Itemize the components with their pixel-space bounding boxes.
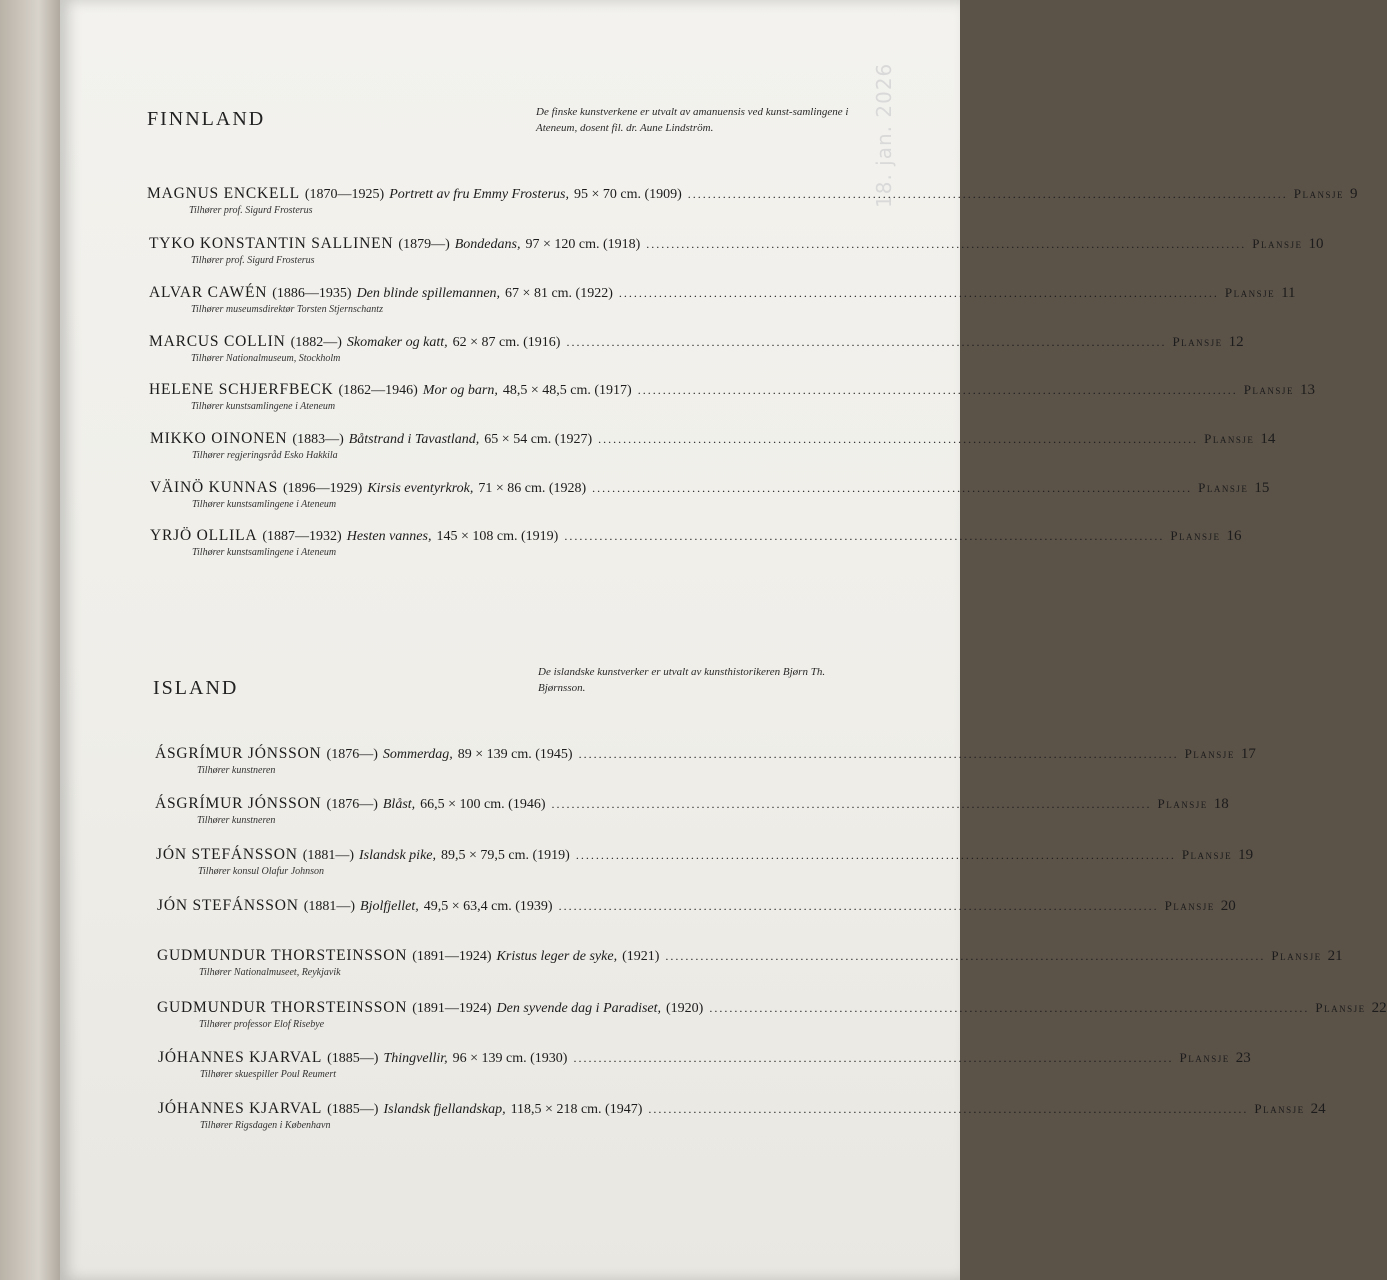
work-title: Bjolfjellet,	[360, 899, 419, 914]
work-title: Kristus leger de syke,	[496, 949, 618, 964]
owner-note: Tilhører Nationalmuseet, Reykjavik	[199, 967, 341, 978]
artist-dates: (1886—1935)	[272, 286, 352, 301]
work-dimensions: 97 × 120 cm. (1918)	[525, 237, 641, 252]
plate-label: Plansje	[1172, 334, 1223, 349]
work-dimensions: 96 × 139 cm. (1930)	[452, 1051, 568, 1066]
plate-number: 17	[1240, 746, 1256, 762]
catalog-entry	[157, 897, 1236, 915]
plate-number: 22	[1371, 1000, 1387, 1016]
leader-dots: ........................................................................................................................	[558, 899, 1159, 913]
work-dimensions: 118,5 × 218 cm. (1947)	[510, 1102, 643, 1117]
owner-note: Tilhører professor Elof Risebye	[199, 1019, 325, 1030]
plate-number: 10	[1308, 236, 1324, 252]
work-title: Kirsis eventyrkrok,	[367, 481, 474, 496]
plate-number: 11	[1281, 285, 1296, 301]
catalog-entry	[155, 795, 1229, 826]
artist-name: JÓHANNES KJARVAL	[158, 1100, 323, 1117]
artist-dates: (1883—)	[292, 432, 344, 447]
leader-dots: ........................................................................................................................	[575, 848, 1176, 862]
owner-note: Tilhører Rigsdagen i København	[200, 1120, 331, 1131]
leader-dots: ........................................................................................................................	[618, 286, 1219, 300]
owner-note: Tilhører Nationalmuseum, Stockholm	[191, 353, 341, 364]
catalog-entry	[157, 947, 1343, 978]
owner-note: Tilhører museumsdirektør Torsten Stjernschantz	[191, 304, 383, 315]
catalog-entry	[149, 381, 1315, 412]
leader-dots: ........................................................................................................................	[687, 187, 1288, 201]
artist-dates: (1881—)	[302, 848, 355, 863]
catalog-entry	[157, 999, 1387, 1030]
work-dimensions: 66,5 × 100 cm. (1946)	[420, 797, 546, 812]
plate-label: Plansje	[1293, 186, 1345, 201]
plate-number: 19	[1238, 847, 1254, 863]
plate-label: Plansje	[1198, 480, 1249, 495]
work-title: Den syvende dag i Paradiset,	[496, 1001, 662, 1016]
plate-label: Plansje	[1170, 528, 1221, 543]
plate-label: Plansje	[1252, 236, 1303, 251]
artist-name: ÁSGRÍMUR JÓNSSON	[155, 795, 322, 812]
artist-dates: (1885—)	[327, 1051, 379, 1066]
leader-dots: ........................................................................................................................	[573, 1051, 1174, 1065]
work-title: Båtstrand i Tavastland,	[348, 432, 480, 447]
work-title: Bondedans,	[454, 237, 521, 252]
artist-dates: (1881—)	[303, 899, 356, 914]
catalog-entry	[150, 479, 1270, 510]
entry-line	[149, 381, 1315, 399]
plate-number: 15	[1254, 480, 1270, 496]
plate-label: Plansje	[1157, 796, 1208, 811]
plate-number: 16	[1226, 528, 1242, 544]
plate-label: Plansje	[1224, 285, 1276, 300]
artist-dates: (1896—1929)	[283, 481, 363, 496]
leader-dots: ........................................................................................................................	[648, 1102, 1249, 1116]
artist-dates: (1876—)	[326, 797, 378, 812]
artist-name: GUDMUNDUR THORSTEINSSON	[157, 999, 408, 1016]
work-title: Islandsk pike,	[359, 848, 436, 863]
plate-number: 13	[1299, 382, 1315, 398]
catalog-entry	[158, 1100, 1326, 1131]
work-dimensions: 65 × 54 cm. (1927)	[484, 432, 593, 447]
entry-line	[149, 235, 1324, 253]
artist-dates: (1885—)	[327, 1102, 379, 1117]
work-dimensions: (1920)	[666, 1001, 704, 1016]
artist-name: TYKO KONSTANTIN SALLINEN	[149, 235, 394, 252]
plate-number: 23	[1235, 1050, 1251, 1066]
plate-label: Plansje	[1164, 898, 1215, 913]
work-dimensions: 95 × 70 cm. (1909)	[573, 187, 682, 202]
artist-dates: (1882—)	[290, 335, 342, 350]
artist-name: JÓN STEFÁNSSON	[157, 897, 299, 914]
section-note-finnland: De finske kunstverkene er utvalt av amanuensis ved kunst-samlingene i Ateneum, dosent fil. dr. Aune Lindström.	[536, 106, 849, 134]
leader-dots: ........................................................................................................................	[637, 383, 1238, 397]
plate-label: Plansje	[1315, 1000, 1366, 1015]
entry-line	[150, 430, 1276, 448]
entry-line	[157, 897, 1236, 915]
plate-label: Plansje	[1254, 1101, 1305, 1116]
plate-label: Plansje	[1243, 382, 1294, 397]
owner-note: Tilhører kunstsamlingene i Ateneum	[191, 401, 336, 412]
artist-name: HELENE SCHJERFBECK	[149, 381, 334, 398]
plate-label: Plansje	[1179, 1050, 1230, 1065]
artist-name: ÁSGRÍMUR JÓNSSON	[155, 745, 322, 762]
owner-note: Tilhører kunstneren	[197, 815, 276, 826]
artist-name: YRJÖ OLLILA	[150, 527, 258, 544]
work-title: Blåst,	[382, 797, 416, 812]
work-title: Portrett av fru Emmy Frosterus,	[389, 187, 569, 202]
artist-dates: (1862—1946)	[338, 383, 418, 398]
leader-dots: ........................................................................................................................	[578, 747, 1179, 761]
work-dimensions: 71 × 86 cm. (1928)	[478, 481, 587, 496]
owner-note: Tilhører kunstsamlingene i Ateneum	[192, 547, 337, 558]
entry-line	[147, 185, 1358, 203]
entry-line	[155, 795, 1229, 813]
section-note-island: De islandske kunstverker er utvalt av kunsthistorikeren Bjørn Th. Bjørnsson.	[538, 666, 826, 694]
work-dimensions: 49,5 × 63,4 cm. (1939)	[423, 899, 553, 914]
owner-note: Tilhører kunstneren	[197, 765, 276, 776]
catalog-entry	[149, 284, 1296, 315]
entry-line	[149, 284, 1296, 302]
catalog-entry	[150, 527, 1242, 558]
entry-line	[158, 1100, 1326, 1118]
work-dimensions: 145 × 108 cm. (1919)	[436, 529, 559, 544]
owner-note: Tilhører regjeringsråd Esko Hakkila	[192, 450, 338, 461]
work-dimensions: 48,5 × 48,5 cm. (1917)	[502, 383, 632, 398]
entry-line	[157, 999, 1387, 1017]
plate-label: Plansje	[1181, 847, 1233, 862]
entry-line	[156, 846, 1254, 864]
catalog-entry	[156, 846, 1254, 877]
work-title: Thingvellir,	[383, 1051, 448, 1066]
plate-label: Plansje	[1184, 746, 1235, 761]
entry-line	[150, 527, 1242, 545]
leader-dots: ........................................................................................................................	[592, 481, 1193, 495]
plate-number: 24	[1310, 1101, 1326, 1117]
leader-dots: ........................................................................................................................	[564, 529, 1165, 543]
date-stamp: 18. jan. 2026	[872, 62, 896, 208]
entry-line	[149, 333, 1244, 351]
entry-line	[157, 947, 1343, 965]
catalog-entry	[155, 745, 1256, 776]
artist-dates: (1891—1924)	[412, 949, 492, 964]
plate-label: Plansje	[1271, 948, 1322, 963]
artist-dates: (1876—)	[326, 747, 378, 762]
leader-dots: ........................................................................................................................	[566, 335, 1167, 349]
artist-name: MARCUS COLLIN	[149, 333, 286, 350]
artist-dates: (1879—)	[398, 237, 450, 252]
entry-line	[150, 479, 1270, 497]
artist-name: MIKKO OINONEN	[150, 430, 288, 447]
entry-line	[155, 745, 1256, 763]
artist-name: ALVAR CAWÉN	[149, 284, 268, 301]
section-title-finnland: FINNLAND	[147, 108, 266, 130]
section-title-island: ISLAND	[153, 677, 239, 699]
owner-note: Tilhører prof. Sigurd Frosterus	[191, 255, 315, 266]
artist-dates: (1891—1924)	[412, 1001, 492, 1016]
plate-number: 20	[1220, 898, 1236, 914]
leader-dots: ........................................................................................................................	[551, 797, 1152, 811]
owner-note: Tilhører kunstsamlingene i Ateneum	[192, 499, 337, 510]
catalog-entry	[149, 235, 1324, 266]
catalog-entry	[158, 1049, 1251, 1080]
artist-name: JÓHANNES KJARVAL	[158, 1049, 323, 1066]
plate-number: 12	[1228, 334, 1244, 350]
work-dimensions: 67 × 81 cm. (1922)	[505, 286, 613, 301]
artist-name: VÄINÖ KUNNAS	[150, 479, 278, 496]
artist-dates: (1887—1932)	[262, 529, 342, 544]
artist-dates: (1870—1925)	[304, 187, 385, 202]
plate-number: 14	[1260, 431, 1276, 447]
plate-number: 18	[1213, 796, 1229, 812]
plate-label: Plansje	[1204, 431, 1255, 446]
artist-name: GUDMUNDUR THORSTEINSSON	[157, 947, 408, 964]
work-dimensions: 89 × 139 cm. (1945)	[457, 747, 573, 762]
catalog-entry	[149, 333, 1244, 364]
work-dimensions: 89,5 × 79,5 cm. (1919)	[441, 848, 570, 863]
owner-note: Tilhører skuespiller Poul Reumert	[200, 1069, 337, 1080]
work-title: Skomaker og katt,	[346, 335, 448, 350]
work-title: Islandsk fjellandskap,	[383, 1102, 506, 1117]
catalog-entry	[147, 185, 1358, 216]
entry-line	[158, 1049, 1251, 1067]
artist-name: JÓN STEFÁNSSON	[156, 846, 298, 863]
leader-dots: ........................................................................................................................	[665, 949, 1266, 963]
leader-dots: ........................................................................................................................	[709, 1001, 1310, 1015]
catalog-entry	[150, 430, 1276, 461]
artist-name: MAGNUS ENCKELL	[147, 185, 300, 202]
owner-note: Tilhører prof. Sigurd Frosterus	[189, 205, 313, 216]
work-title: Sommerdag,	[382, 747, 453, 762]
work-title: Hesten vannes,	[346, 529, 432, 544]
work-dimensions: 62 × 87 cm. (1916)	[452, 335, 561, 350]
owner-note: Tilhører konsul Olafur Johnson	[198, 866, 325, 877]
leader-dots: ........................................................................................................................	[598, 432, 1199, 446]
work-dimensions: (1921)	[622, 949, 660, 964]
work-title: Mor og barn,	[422, 383, 498, 398]
plate-number: 9	[1350, 186, 1358, 202]
plate-number: 21	[1327, 948, 1343, 964]
leader-dots: ........................................................................................................................	[646, 237, 1247, 251]
work-title: Den blinde spillemannen,	[356, 286, 501, 301]
